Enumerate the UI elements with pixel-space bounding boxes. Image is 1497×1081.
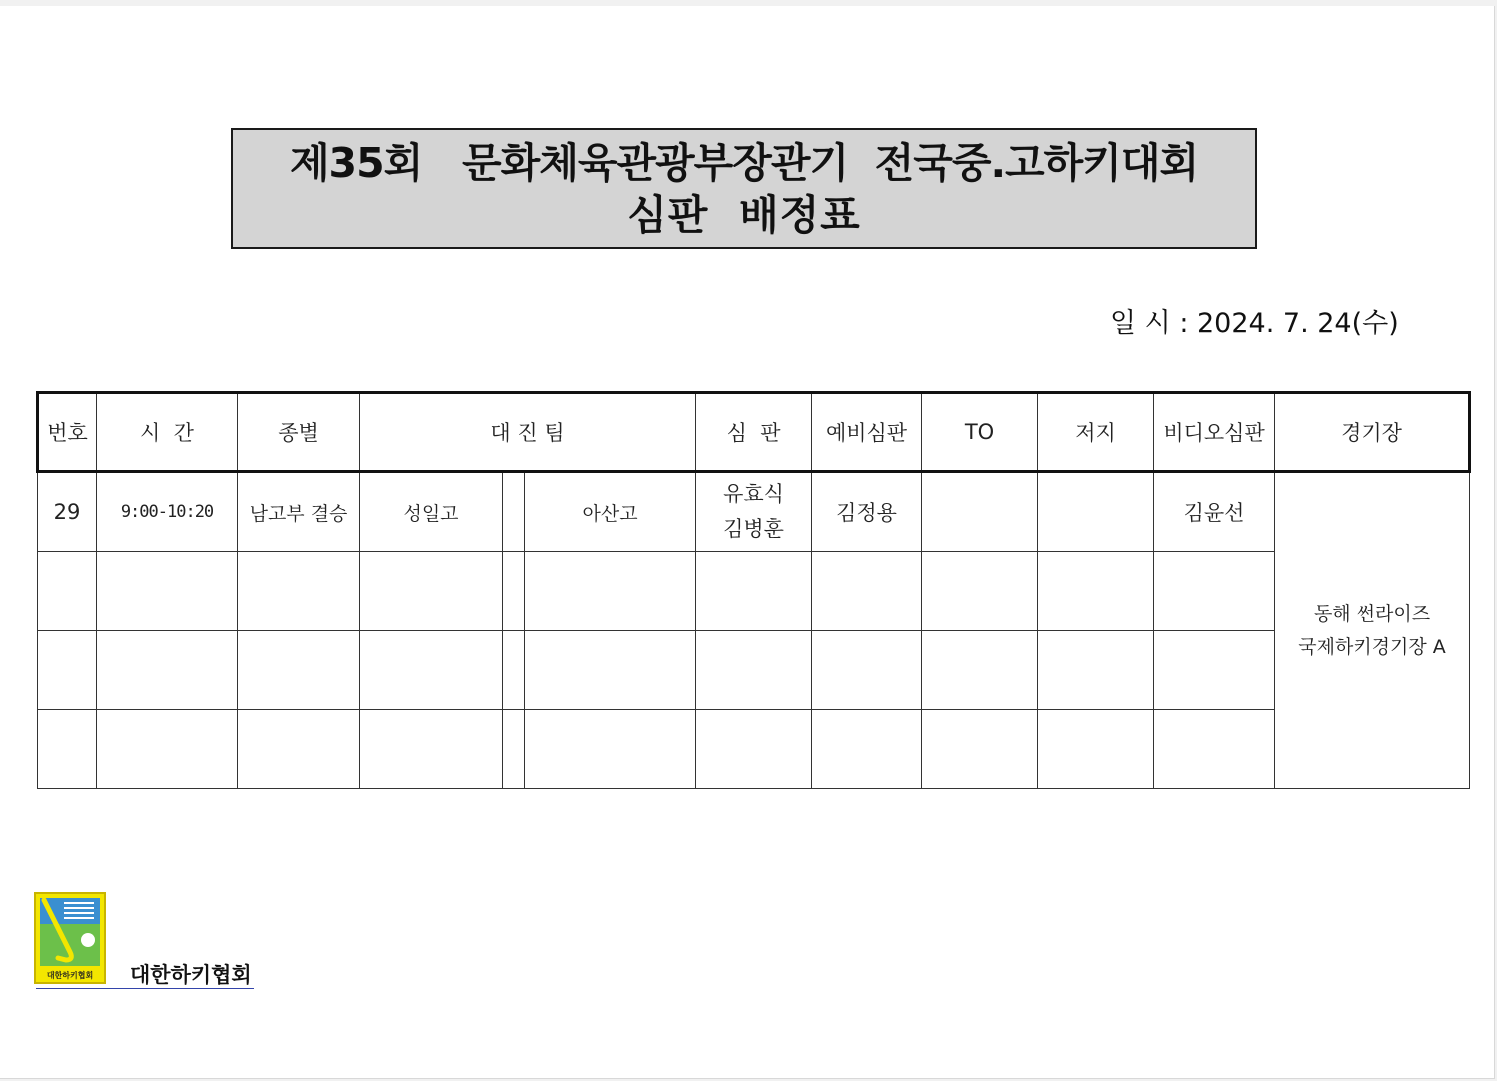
cell-empty <box>238 710 360 789</box>
logo-text: 대한하키협회 <box>46 971 94 980</box>
cell-empty <box>525 631 696 710</box>
cell-reserve-referee: 김정용 <box>812 472 922 552</box>
cell-referees <box>696 472 812 552</box>
document-title: 심판 배정표 <box>627 190 861 239</box>
cell-empty <box>1038 631 1154 710</box>
cell-time: 9:00-10:20 <box>97 472 238 552</box>
table-row <box>38 710 1470 789</box>
cell-empty <box>503 710 525 789</box>
cell-empty <box>922 552 1038 631</box>
hockey-association-logo <box>34 892 106 984</box>
col-header-to: TO <box>922 393 1038 472</box>
footer-underline <box>36 988 254 989</box>
cell-empty <box>1038 710 1154 789</box>
cell-empty <box>1154 631 1275 710</box>
col-header-reserve-referee: 예비심판 <box>812 393 922 472</box>
cell-empty <box>238 552 360 631</box>
cell-number: 29 <box>38 472 97 552</box>
cell-empty <box>922 631 1038 710</box>
col-header-video-referee: 비디오심판 <box>1154 393 1275 472</box>
date-line: 일 시 : 2024. 7. 24(수) <box>1110 308 1399 339</box>
cell-empty <box>38 631 97 710</box>
cell-empty <box>696 710 812 789</box>
cell-empty <box>360 631 503 710</box>
cell-empty <box>1154 710 1275 789</box>
cell-empty <box>97 552 238 631</box>
cell-to <box>922 472 1038 552</box>
cell-empty <box>525 552 696 631</box>
col-header-time: 시 간 <box>97 393 238 472</box>
referee-1: 유효식 <box>723 482 784 506</box>
cell-empty <box>97 631 238 710</box>
col-header-venue: 경기장 <box>1275 393 1470 472</box>
cell-empty <box>525 710 696 789</box>
cell-team-a: 성일고 <box>360 472 503 552</box>
table-header-row <box>38 393 1470 472</box>
cell-empty <box>922 710 1038 789</box>
cell-video-referee: 김윤선 <box>1154 472 1275 552</box>
cell-empty <box>696 552 812 631</box>
cell-empty <box>812 631 922 710</box>
cell-empty <box>360 710 503 789</box>
organization-name: 대한하키협회 <box>130 963 252 987</box>
title-box <box>231 128 1257 249</box>
cell-empty <box>360 552 503 631</box>
table-row <box>38 631 1470 710</box>
col-header-referee: 심 판 <box>696 393 812 472</box>
cell-empty <box>38 710 97 789</box>
cell-team-separator <box>503 472 525 552</box>
table-row <box>38 472 1470 552</box>
referee-assignment-table <box>36 391 1471 789</box>
venue-line-1: 동해 썬라이즈 <box>1313 602 1431 625</box>
cell-empty <box>812 710 922 789</box>
col-header-judge: 저지 <box>1038 393 1154 472</box>
col-header-division: 종별 <box>238 393 360 472</box>
cell-empty <box>812 552 922 631</box>
cell-team-b: 아산고 <box>525 472 696 552</box>
col-header-teams: 대 진 팀 <box>360 393 696 472</box>
cell-empty <box>38 552 97 631</box>
cell-judge <box>1038 472 1154 552</box>
cell-empty <box>1038 552 1154 631</box>
cell-empty <box>696 631 812 710</box>
hockey-stick-icon <box>36 894 104 982</box>
cell-empty <box>1154 552 1275 631</box>
cell-empty <box>503 552 525 631</box>
event-title: 제35회 문화체육관광부장관기 전국중.고하키대회 <box>289 138 1199 187</box>
venue-line-2: 국제하키경기장 A <box>1298 635 1446 658</box>
referee-2: 김병훈 <box>723 517 784 541</box>
col-header-number: 번호 <box>38 393 97 472</box>
cell-empty <box>97 710 238 789</box>
cell-division: 남고부 결승 <box>238 472 360 552</box>
table-row <box>38 552 1470 631</box>
cell-venue <box>1275 472 1470 789</box>
cell-empty <box>238 631 360 710</box>
cell-empty <box>503 631 525 710</box>
